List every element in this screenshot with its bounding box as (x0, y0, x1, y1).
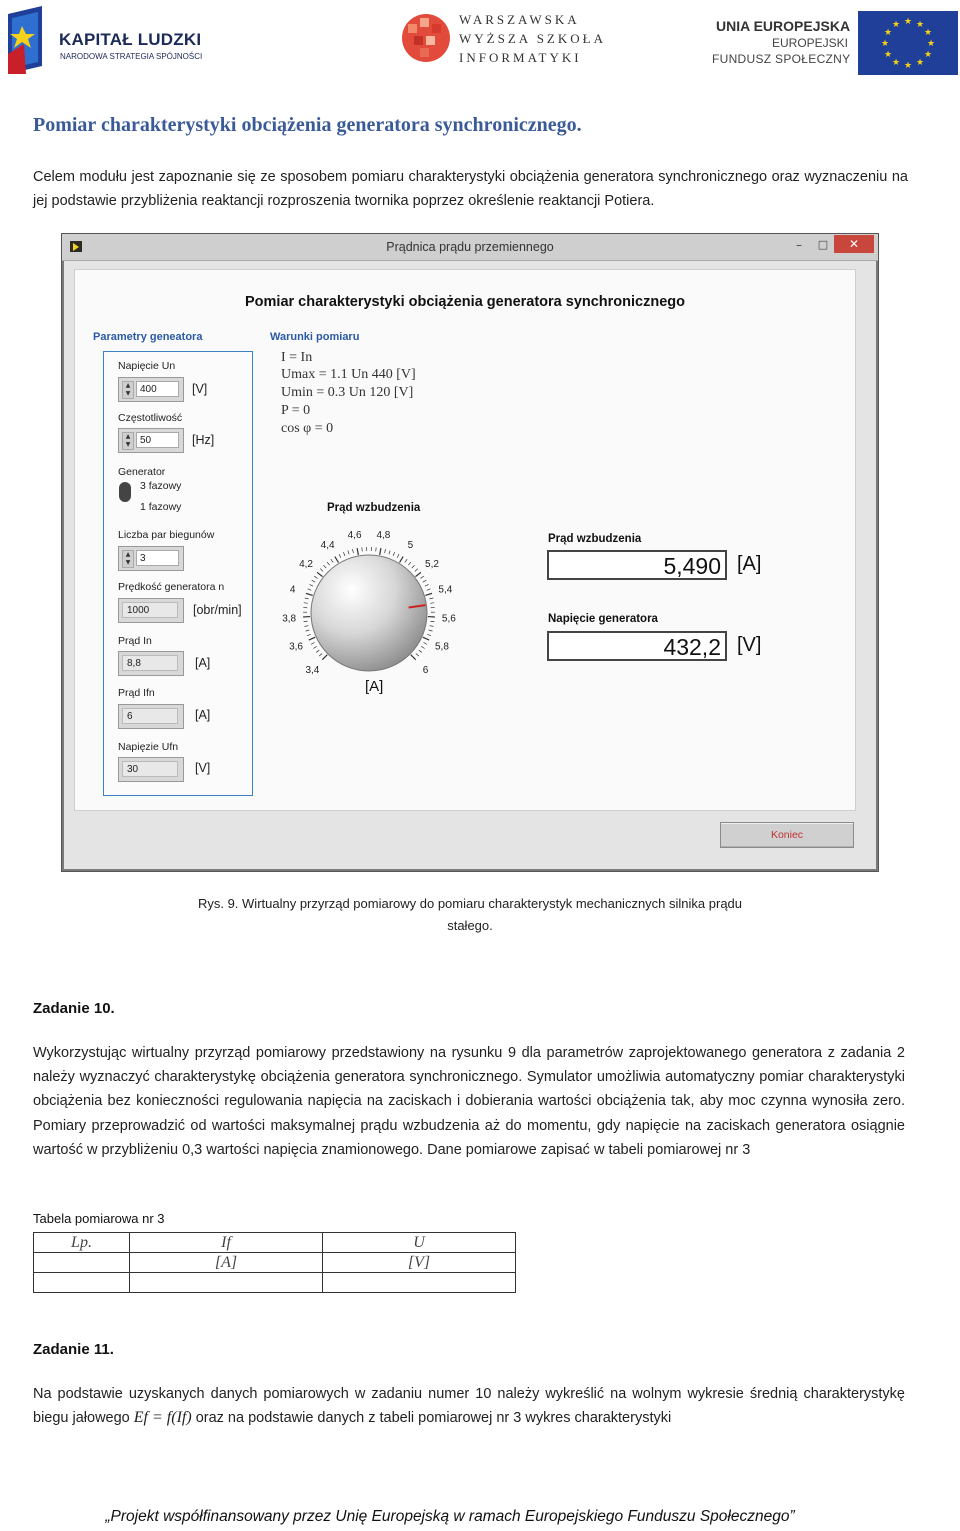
task11-paragraph (33, 1382, 905, 1430)
col-u-unit: [V] (323, 1253, 516, 1273)
knob-minor-tick (311, 642, 315, 644)
minimize-button[interactable]: – (796, 238, 802, 252)
eu-flag-icon (858, 11, 958, 75)
table-cell (34, 1273, 130, 1293)
voltage-spin-arrows-icon[interactable]: ▲ ▼ (122, 381, 134, 399)
svg-text:★: ★ (880, 39, 890, 49)
knob-minor-tick (339, 554, 341, 558)
knob-major-tick (400, 557, 404, 563)
params-heading: Parametry geneatora (93, 331, 203, 343)
knob-minor-tick (415, 569, 418, 572)
knob-major-tick (380, 548, 381, 555)
freq-field[interactable]: 50 (136, 432, 179, 448)
knob-minor-tick (429, 598, 433, 599)
ufn-label: Napięzie Ufn (118, 741, 179, 753)
poles-label: Liczba par biegunów (118, 529, 215, 541)
svg-text:★: ★ (903, 17, 913, 27)
maximize-button[interactable]: □ (817, 238, 829, 251)
measurement-table (33, 1232, 516, 1293)
col-u-header: U (323, 1233, 516, 1253)
knob-tick-label: 5 (407, 540, 414, 552)
knob-minor-tick (304, 626, 308, 627)
freq-control[interactable] (118, 428, 184, 453)
svg-text:★: ★ (891, 20, 901, 30)
knob-minor-tick (352, 549, 353, 553)
knob-tick-label: 5,4 (438, 584, 453, 596)
knob-minor-tick (309, 584, 313, 586)
close-button[interactable]: ✕ (834, 235, 874, 253)
knob-major-tick (423, 637, 429, 640)
ue-line-3: FUNDUSZ SPOŁECZNY (712, 52, 851, 66)
task11-heading: Zadanie 11. (33, 1341, 114, 1358)
voltage-unit: [V] (192, 382, 208, 396)
ufn-field: 30 (122, 761, 178, 777)
condition-5: cos φ = 0 (281, 421, 334, 436)
speed-field: 1000 (122, 602, 178, 618)
knob-tick-label: 5,8 (434, 641, 449, 653)
kl-title: KAPITAŁ LUDZKI (59, 30, 202, 49)
knob-minor-tick (314, 576, 317, 578)
excitation-label: Prąd wzbudzenia (548, 533, 642, 545)
in-unit: [A] (195, 656, 211, 670)
knob-tick-label: 4,4 (320, 540, 335, 552)
conditions-heading: Warunki pomiaru (270, 331, 360, 343)
knob-minor-tick (427, 634, 431, 635)
knob-minor-tick (316, 650, 319, 652)
window-titlebar[interactable] (62, 234, 878, 261)
gen-voltage-display: 432,2 (547, 631, 727, 661)
table-cell (130, 1273, 323, 1293)
knob-tick-label: 4,6 (347, 529, 362, 541)
params-box (103, 351, 253, 796)
knob-major-tick (317, 572, 323, 576)
freq-spin-arrows-icon[interactable]: ▲ ▼ (122, 432, 134, 450)
knob-minor-tick (348, 550, 349, 554)
instrument-window (61, 233, 879, 872)
document-title: Pomiar charakterystyki obciążenia generatora synchronicznego. (33, 114, 582, 136)
knob-minor-tick (323, 565, 326, 568)
poles-field[interactable]: 3 (136, 550, 179, 566)
window-body (64, 261, 876, 869)
table-caption: Tabela pomiarowa nr 3 (33, 1211, 165, 1226)
condition-2: Umax = 1.1 Un 440 [V] (281, 367, 416, 382)
svg-text:★: ★ (926, 39, 936, 49)
task11-formula: Ef = f(If) (133, 1409, 192, 1426)
knob-minor-tick (304, 603, 308, 604)
knob-major-tick (322, 655, 327, 660)
svg-text:★: ★ (891, 58, 901, 68)
knob-minor-tick (427, 589, 431, 590)
caption-line-1: Rys. 9. Wirtualny przyrząd pomiarowy do pomiaru charakterystyk mechanicznych silnika prądu (197, 896, 743, 911)
svg-text:★: ★ (915, 58, 925, 68)
knob-unit: [A] (365, 678, 384, 695)
knob-minor-tick (425, 584, 429, 586)
knob-minor-tick (416, 654, 419, 657)
knob-tick-label: 4,8 (376, 529, 391, 541)
col-if-header: If (130, 1233, 323, 1253)
svg-text:★: ★ (915, 20, 925, 30)
knob-minor-tick (412, 565, 415, 568)
gen-voltage-label: Napięcie generatora (548, 613, 658, 625)
kapital-ludzki-emblem-icon (4, 4, 54, 76)
ufn-indicator (118, 757, 184, 782)
wwsi-line-1: WARSZAWSKA (459, 12, 580, 27)
knob-tick-label: 3,4 (305, 665, 320, 677)
knob-major-tick (411, 655, 416, 660)
knob-major-tick (309, 637, 315, 640)
knob-minor-tick (421, 646, 424, 648)
in-field: 8,8 (122, 655, 178, 671)
knob-minor-tick (304, 621, 308, 622)
knob-major-tick (357, 548, 358, 555)
knob-major-tick (425, 593, 432, 595)
gen-voltage-unit: [V] (737, 634, 762, 656)
knob-tick-label: 6 (422, 665, 429, 677)
knob-minor-tick (308, 589, 312, 590)
knob-minor-tick (343, 552, 345, 556)
knob-minor-tick (405, 559, 407, 562)
ue-logo (706, 8, 958, 76)
ifn-field: 6 (122, 708, 178, 724)
knob-tick-label: 4 (289, 584, 296, 596)
wwsi-logo (400, 10, 606, 70)
svg-text:★: ★ (903, 61, 913, 71)
gen-option-1phase: 1 fazowy (140, 501, 182, 513)
task11-text-a: Na podstawie uzyskanych danych pomiarowych w zadaniu numer 10 należy wykreślić na wolnym wykresie średnią charakterystykę biegu jałowego (33, 1386, 905, 1426)
panel-title: Pomiar charakterystyki obciążenia generatora synchronicznego (245, 294, 685, 310)
in-label: Prąd In (118, 635, 152, 647)
knob-minor-tick (327, 562, 330, 565)
condition-3: Umin = 0.3 Un 120 [V] (281, 385, 414, 400)
excitation-knob[interactable] (282, 500, 475, 700)
knob-tick-label: 3,6 (289, 641, 304, 653)
wwsi-emblem-icon (400, 10, 456, 66)
intro-paragraph: Celem modułu jest zapoznanie się ze sposobem pomiaru charakterystyki obciążenia generatora synchronicznego oraz wyznaczeniu na jej podstawie przybliżenia reaktancji rozproszenia twornika poprzez określenie reaktancji Potiera. (33, 169, 908, 209)
knob-minor-tick (423, 580, 426, 582)
knob-minor-tick (306, 630, 310, 631)
generator-label: Generator (118, 466, 166, 478)
ifn-unit: [A] (195, 708, 211, 722)
knob-minor-tick (430, 621, 434, 622)
svg-text:★: ★ (883, 28, 893, 38)
task10-paragraph: Wykorzystując wirtualny przyrząd pomiarowy przedstawiony na rysunku 9 dla parametrów zaprojektowanego generatora z zadania 2 należy wyznaczyć charakterystykę obciążenia generatora synchronicznego. Symulator umożliwia automatyczny pomiar charakterystyki obciążenia bez konieczności regulowania napięcia na zaciskach i dobierania wartości obciążenia tak, aby moc czynna wynosiła zero. Pomiary przeprowadzić od wartości maksymalnej prądu wzbudzenia aż do momentu, gdy napięcie na zaciskach generatora osiągnie wartość w przybliżeniu 0,3 wartości napięcia znamionowego. Dane pomiarowe zapisać w tabeli pomiarowej nr 3 (33, 1045, 905, 1158)
knob-minor-tick (408, 562, 411, 565)
gen-option-3phase: 3 fazowy (140, 480, 182, 492)
voltage-control[interactable] (118, 377, 184, 402)
knob-minor-tick (331, 559, 333, 562)
knob-minor-tick (430, 626, 434, 627)
figure-caption (120, 893, 820, 937)
knob-minor-tick (419, 650, 422, 652)
svg-text:★: ★ (883, 50, 893, 60)
task10-heading: Zadanie 10. (33, 1000, 115, 1017)
kapital-ludzki-logo (4, 4, 214, 76)
knob-minor-tick (430, 603, 434, 604)
knob-major-tick (415, 572, 421, 576)
col-if-unit: [A] (130, 1253, 323, 1273)
in-indicator (118, 651, 184, 676)
window-title: Prądnica prądu przemiennego (386, 240, 554, 254)
freq-label: Częstotliwość (118, 412, 183, 424)
speed-label: Prędkość generatora n (118, 581, 225, 593)
ufn-unit: [V] (195, 761, 211, 775)
knob-minor-tick (313, 646, 316, 648)
knob-tick-label: 5,6 (441, 613, 456, 625)
ue-line-1: UNIA EUROPEJSKA (716, 18, 851, 34)
knob-minor-tick (393, 552, 395, 556)
voltage-field[interactable]: 400 (136, 381, 179, 397)
voltage-label: Napięcie Un (118, 360, 176, 372)
knob-minor-tick (305, 598, 309, 599)
table-cell (34, 1253, 130, 1273)
knob-tick-label: 4,2 (299, 559, 313, 571)
front-panel (74, 269, 856, 811)
kl-subtitle: NARODOWA STRATEGIA SPÓJNOŚCI (60, 52, 203, 61)
knob-minor-tick (424, 642, 428, 644)
knob-tick-label: 3,8 (282, 613, 297, 625)
wwsi-line-3: INFORMATYKI (459, 50, 582, 65)
knob-major-tick (306, 593, 313, 595)
excitation-unit: [A] (737, 553, 762, 575)
wwsi-line-2: WYŻSZA SZKOŁA (459, 31, 606, 46)
knob-minor-tick (389, 550, 390, 554)
ue-line-2: EUROPEJSKI (772, 36, 849, 50)
condition-4: P = 0 (281, 403, 311, 418)
speed-unit: [obr/min] (193, 603, 242, 617)
knob-minor-tick (385, 549, 386, 553)
knob-dial[interactable] (311, 555, 427, 671)
knob-minor-tick (397, 554, 399, 558)
knob-title: Prąd wzbudzenia (327, 502, 421, 514)
exit-button[interactable]: Koniec (720, 822, 854, 848)
knob-tick-label: 5,2 (425, 559, 439, 571)
condition-1: I = In (281, 350, 313, 365)
poles-control[interactable] (118, 546, 184, 571)
col-lp-header: Lp. (34, 1233, 130, 1253)
generator-phase-switch[interactable] (119, 482, 131, 502)
ifn-label: Prąd Ifn (118, 687, 155, 699)
footer-note: „Projekt współfinansowany przez Unię Europejską w ramach Europejskiego Funduszu Społecznego” (105, 1508, 795, 1525)
svg-text:★: ★ (923, 28, 933, 38)
excitation-display: 5,490 (547, 550, 727, 580)
knob-minor-tick (429, 630, 433, 631)
table-cell (323, 1273, 516, 1293)
poles-spin-arrows-icon[interactable]: ▲ ▼ (122, 550, 134, 568)
freq-unit: [Hz] (192, 433, 215, 447)
svg-text:★: ★ (923, 50, 933, 60)
caption-line-2: stałego. (447, 918, 493, 933)
speed-indicator (118, 598, 184, 623)
knob-major-tick (335, 557, 339, 563)
knob-minor-tick (312, 580, 315, 582)
knob-minor-tick (420, 576, 423, 578)
task11-text-b: oraz na podstawie danych z tabeli pomiarowej nr 3 wykres charakterystyki (191, 1410, 672, 1426)
knob-minor-tick (320, 569, 323, 572)
knob-minor-tick (319, 654, 322, 657)
ifn-indicator (118, 704, 184, 729)
knob-minor-tick (307, 634, 311, 635)
